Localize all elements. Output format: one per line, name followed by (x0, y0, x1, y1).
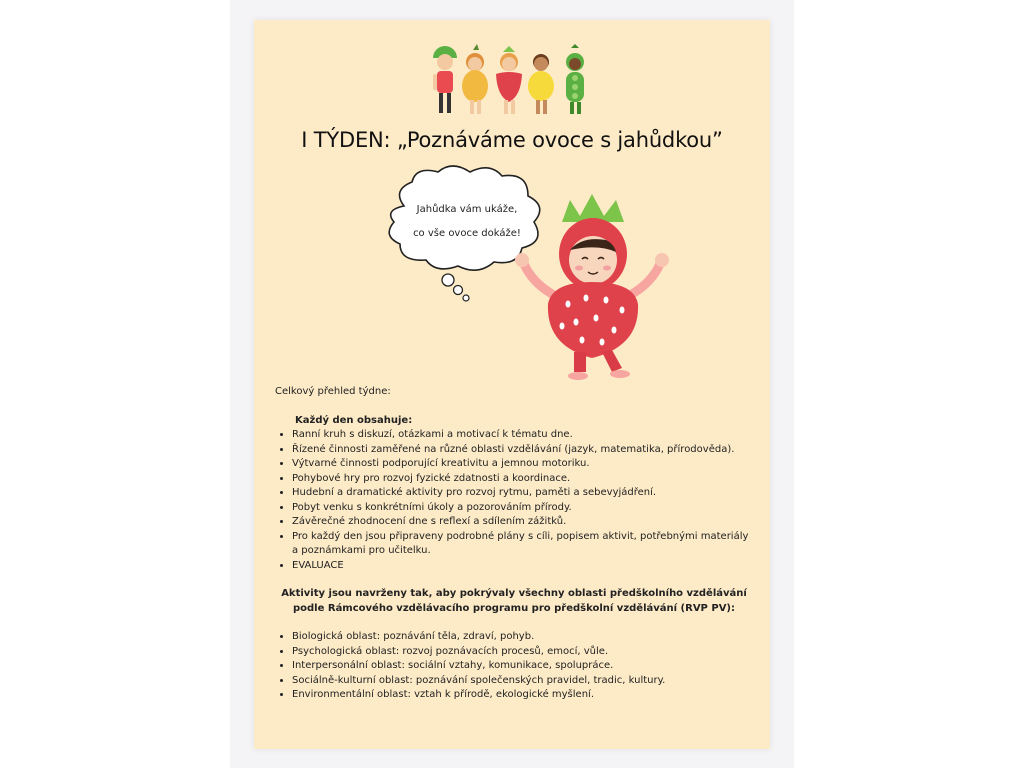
daily-heading: Každý den obsahuje: (295, 414, 413, 426)
overview-label: Celkový přehled týdne: (275, 386, 391, 397)
list-item: • Závěrečné zhodnocení dne s reflexí a sdílením zážitků. (292, 515, 753, 530)
children-in-fruit-costumes-illustration (429, 44, 599, 124)
list-item: • Biologická oblast: poznávání těla, zdraví, pohyb. (292, 630, 753, 645)
speech-line-2: co vše ovoce dokáže! (413, 228, 521, 239)
list-item: • Sociálně-kulturní oblast: poznávání společenských pravidel, tradic, kultury. (292, 674, 753, 689)
speech-line-1: Jahůdka vám ukáže, (416, 204, 518, 215)
list-item: • Interpersonální oblast: sociální vztahy, komunikace, spolupráce. (292, 659, 753, 674)
daily-list (275, 428, 753, 573)
list-item: • Ranní kruh s diskuzí, otázkami a motivací k tématu dne. (292, 428, 753, 443)
list-item: • Environmentální oblast: vztah k přírodě, ekologické myšlení. (292, 688, 753, 703)
list-item: • Výtvarné činnosti podporující kreativitu a jemnou motoriku. (292, 457, 753, 472)
activities-note: Aktivity jsou navrženy tak, aby pokrývaly všechny oblasti předškolního vzdělávání podle Rámcového vzdělávacího programu pro předškolní vzdělávání (RVP PV): (281, 588, 747, 614)
list-item: • Pohybové hry pro rozvoj fyzické zdatnosti a koordinace. (292, 472, 753, 487)
list-item: • Psychologická oblast: rozvoj poznávacích procesů, emocí, vůle. (292, 645, 753, 660)
list-item: • Řízené činnosti zaměřené na různé oblasti vzdělávání (jazyk, matematika, přírodověda). (292, 443, 753, 458)
page-title: I TÝDEN: „Poznáváme ovoce s jahůdkou” (301, 128, 723, 152)
strawberry-costume-child-illustration (512, 186, 672, 386)
list-item: • Hudební a dramatické aktivity pro rozvoj rytmu, paměti a sebevyjádření. (292, 486, 753, 501)
document-body (275, 385, 753, 703)
areas-list (275, 630, 753, 703)
list-item: • Pobyt venku s konkrétními úkoly a pozorováním přírody. (292, 501, 753, 516)
list-item: • EVALUACE (292, 559, 753, 574)
document-page (254, 20, 770, 749)
list-item: • Pro každý den jsou připraveny podrobné plány s cíli, popisem aktivit, potřebnými materiály a poznámkami pro učitelku. (292, 530, 753, 559)
